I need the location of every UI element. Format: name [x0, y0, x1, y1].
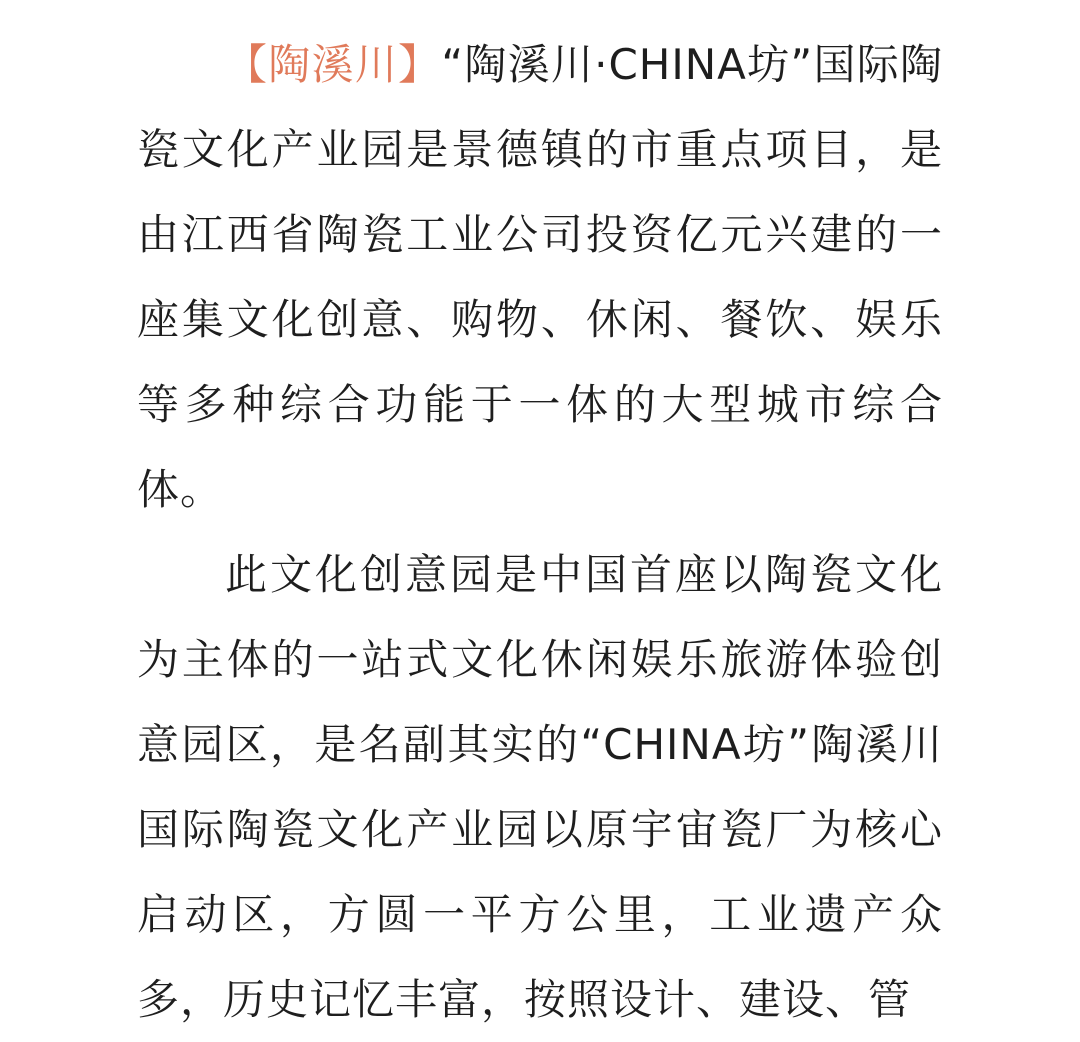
- article-body: [137, 22, 943, 1042]
- paragraph-intro: [137, 22, 943, 532]
- source-tag: 【陶溪川】: [225, 40, 442, 89]
- paragraph-detail: [137, 532, 943, 1042]
- paragraph-intro-text: “陶溪川·CHINA坊”国际陶瓷文化产业园是景德镇的市重点项目，是由江西省陶瓷工业公司投资亿元兴建的一座集文化创意、购物、休闲、餐饮、娱乐等多种综合功能于一体的大型城市综合体。: [137, 40, 943, 514]
- paragraph-detail-text: 此文化创意园是中国首座以陶瓷文化为主体的一站式文化休闲娱乐旅游体验创意园区，是名副其实的“CHINA坊”陶溪川国际陶瓷文化产业园以原宇宙瓷厂为核心启动区，方圆一平方公里，工业遗产众多，历史记忆丰富，按照设计、建设、管: [137, 550, 943, 1024]
